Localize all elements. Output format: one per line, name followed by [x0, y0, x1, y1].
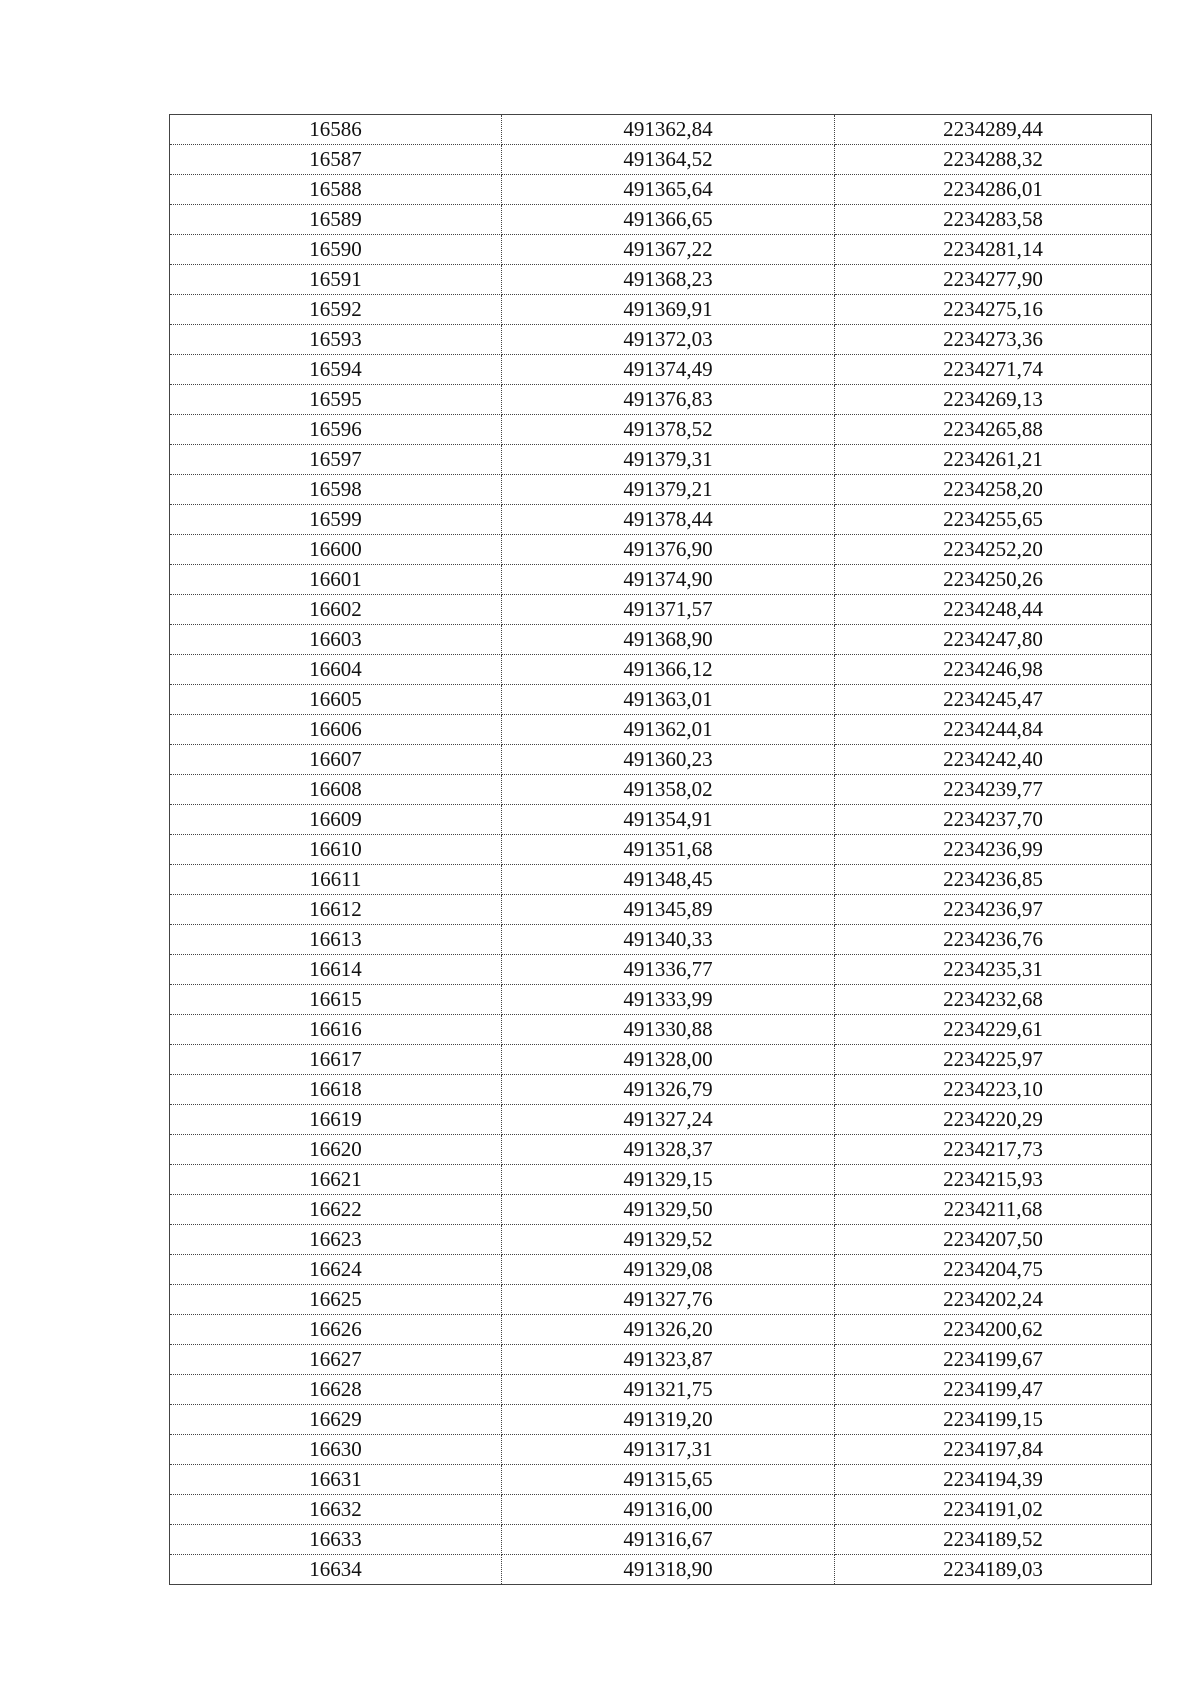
x-coordinate-cell: 491329,08: [502, 1255, 835, 1285]
y-coordinate-cell: 2234273,36: [835, 325, 1152, 355]
table-row: [170, 955, 1152, 985]
x-coordinate-cell: 491367,22: [502, 235, 835, 265]
x-coordinate-cell: 491330,88: [502, 1015, 835, 1045]
point-number-cell: 16588: [170, 175, 502, 205]
table-row: [170, 235, 1152, 265]
y-coordinate-cell: 2234223,10: [835, 1075, 1152, 1105]
x-coordinate-cell: 491329,50: [502, 1195, 835, 1225]
table-row: [170, 1045, 1152, 1075]
x-coordinate-cell: 491374,49: [502, 355, 835, 385]
y-coordinate-cell: 2234265,88: [835, 415, 1152, 445]
point-number-cell: 16617: [170, 1045, 502, 1075]
x-coordinate-cell: 491328,37: [502, 1135, 835, 1165]
table-row: [170, 985, 1152, 1015]
table-row: [170, 265, 1152, 295]
x-coordinate-cell: 491340,33: [502, 925, 835, 955]
point-number-cell: 16606: [170, 715, 502, 745]
y-coordinate-cell: 2234245,47: [835, 685, 1152, 715]
table-row: [170, 1465, 1152, 1495]
x-coordinate-cell: 491316,00: [502, 1495, 835, 1525]
x-coordinate-cell: 491316,67: [502, 1525, 835, 1555]
table-row: [170, 1405, 1152, 1435]
y-coordinate-cell: 2234207,50: [835, 1225, 1152, 1255]
point-number-cell: 16591: [170, 265, 502, 295]
table-row: [170, 1105, 1152, 1135]
y-coordinate-cell: 2234232,68: [835, 985, 1152, 1015]
table-row: [170, 1255, 1152, 1285]
y-coordinate-cell: 2234258,20: [835, 475, 1152, 505]
x-coordinate-cell: 491328,00: [502, 1045, 835, 1075]
x-coordinate-cell: 491374,90: [502, 565, 835, 595]
table-row: [170, 715, 1152, 745]
table-row: [170, 865, 1152, 895]
x-coordinate-cell: 491345,89: [502, 895, 835, 925]
x-coordinate-cell: 491323,87: [502, 1345, 835, 1375]
x-coordinate-cell: 491371,57: [502, 595, 835, 625]
point-number-cell: 16608: [170, 775, 502, 805]
x-coordinate-cell: 491365,64: [502, 175, 835, 205]
table-row: [170, 595, 1152, 625]
table-row: [170, 385, 1152, 415]
x-coordinate-cell: 491333,99: [502, 985, 835, 1015]
x-coordinate-cell: 491369,91: [502, 295, 835, 325]
table-row: [170, 1135, 1152, 1165]
point-number-cell: 16599: [170, 505, 502, 535]
x-coordinate-cell: 491363,01: [502, 685, 835, 715]
x-coordinate-cell: 491360,23: [502, 745, 835, 775]
point-number-cell: 16610: [170, 835, 502, 865]
y-coordinate-cell: 2234244,84: [835, 715, 1152, 745]
point-number-cell: 16619: [170, 1105, 502, 1135]
point-number-cell: 16634: [170, 1555, 502, 1585]
point-number-cell: 16620: [170, 1135, 502, 1165]
y-coordinate-cell: 2234220,29: [835, 1105, 1152, 1135]
table-row: [170, 1165, 1152, 1195]
point-number-cell: 16618: [170, 1075, 502, 1105]
table-row: [170, 1225, 1152, 1255]
point-number-cell: 16596: [170, 415, 502, 445]
point-number-cell: 16586: [170, 115, 502, 145]
x-coordinate-cell: 491327,76: [502, 1285, 835, 1315]
table-row: [170, 655, 1152, 685]
x-coordinate-cell: 491326,20: [502, 1315, 835, 1345]
table-row: [170, 175, 1152, 205]
x-coordinate-cell: 491329,15: [502, 1165, 835, 1195]
y-coordinate-cell: 2234235,31: [835, 955, 1152, 985]
point-number-cell: 16605: [170, 685, 502, 715]
x-coordinate-cell: 491378,52: [502, 415, 835, 445]
y-coordinate-cell: 2234217,73: [835, 1135, 1152, 1165]
point-number-cell: 16595: [170, 385, 502, 415]
y-coordinate-cell: 2234242,40: [835, 745, 1152, 775]
y-coordinate-cell: 2234191,02: [835, 1495, 1152, 1525]
table-row: [170, 1075, 1152, 1105]
point-number-cell: 16587: [170, 145, 502, 175]
point-number-cell: 16609: [170, 805, 502, 835]
x-coordinate-cell: 491315,65: [502, 1465, 835, 1495]
table-row: [170, 835, 1152, 865]
x-coordinate-cell: 491376,83: [502, 385, 835, 415]
table-row: [170, 685, 1152, 715]
y-coordinate-cell: 2234246,98: [835, 655, 1152, 685]
table-row: [170, 895, 1152, 925]
table-row: [170, 625, 1152, 655]
point-number-cell: 16624: [170, 1255, 502, 1285]
point-number-cell: 16592: [170, 295, 502, 325]
table-row: [170, 445, 1152, 475]
point-number-cell: 16626: [170, 1315, 502, 1345]
y-coordinate-cell: 2234252,20: [835, 535, 1152, 565]
point-number-cell: 16629: [170, 1405, 502, 1435]
y-coordinate-cell: 2234236,85: [835, 865, 1152, 895]
y-coordinate-cell: 2234199,67: [835, 1345, 1152, 1375]
table-row: [170, 1315, 1152, 1345]
y-coordinate-cell: 2234199,47: [835, 1375, 1152, 1405]
y-coordinate-cell: 2234281,14: [835, 235, 1152, 265]
table-row: [170, 1495, 1152, 1525]
table-row: [170, 775, 1152, 805]
table-row: [170, 325, 1152, 355]
point-number-cell: 16628: [170, 1375, 502, 1405]
y-coordinate-cell: 2234255,65: [835, 505, 1152, 535]
point-number-cell: 16604: [170, 655, 502, 685]
point-number-cell: 16601: [170, 565, 502, 595]
y-coordinate-cell: 2234261,21: [835, 445, 1152, 475]
point-number-cell: 16613: [170, 925, 502, 955]
table-row: [170, 145, 1152, 175]
table-row: [170, 415, 1152, 445]
table-row: [170, 1345, 1152, 1375]
y-coordinate-cell: 2234211,68: [835, 1195, 1152, 1225]
point-number-cell: 16630: [170, 1435, 502, 1465]
x-coordinate-cell: 491317,31: [502, 1435, 835, 1465]
table-row: [170, 1435, 1152, 1465]
table-row: [170, 475, 1152, 505]
point-number-cell: 16594: [170, 355, 502, 385]
point-number-cell: 16631: [170, 1465, 502, 1495]
table-row: [170, 295, 1152, 325]
y-coordinate-cell: 2234248,44: [835, 595, 1152, 625]
x-coordinate-cell: 491378,44: [502, 505, 835, 535]
y-coordinate-cell: 2234194,39: [835, 1465, 1152, 1495]
y-coordinate-cell: 2234189,03: [835, 1555, 1152, 1585]
y-coordinate-cell: 2234250,26: [835, 565, 1152, 595]
point-number-cell: 16621: [170, 1165, 502, 1195]
point-number-cell: 16616: [170, 1015, 502, 1045]
point-number-cell: 16615: [170, 985, 502, 1015]
y-coordinate-cell: 2234199,15: [835, 1405, 1152, 1435]
x-coordinate-cell: 491366,65: [502, 205, 835, 235]
x-coordinate-cell: 491358,02: [502, 775, 835, 805]
point-number-cell: 16633: [170, 1525, 502, 1555]
table-row: [170, 1285, 1152, 1315]
point-number-cell: 16627: [170, 1345, 502, 1375]
x-coordinate-cell: 491366,12: [502, 655, 835, 685]
table-row: [170, 1015, 1152, 1045]
y-coordinate-cell: 2234215,93: [835, 1165, 1152, 1195]
y-coordinate-cell: 2234236,76: [835, 925, 1152, 955]
x-coordinate-cell: 491321,75: [502, 1375, 835, 1405]
coordinates-table-body: [170, 115, 1152, 1585]
table-row: [170, 745, 1152, 775]
table-row: [170, 1375, 1152, 1405]
x-coordinate-cell: 491379,21: [502, 475, 835, 505]
point-number-cell: 16593: [170, 325, 502, 355]
point-number-cell: 16597: [170, 445, 502, 475]
y-coordinate-cell: 2234237,70: [835, 805, 1152, 835]
point-number-cell: 16607: [170, 745, 502, 775]
table-row: [170, 805, 1152, 835]
x-coordinate-cell: 491354,91: [502, 805, 835, 835]
x-coordinate-cell: 491364,52: [502, 145, 835, 175]
y-coordinate-cell: 2234236,99: [835, 835, 1152, 865]
y-coordinate-cell: 2234289,44: [835, 115, 1152, 145]
x-coordinate-cell: 491329,52: [502, 1225, 835, 1255]
x-coordinate-cell: 491336,77: [502, 955, 835, 985]
y-coordinate-cell: 2234286,01: [835, 175, 1152, 205]
y-coordinate-cell: 2234202,24: [835, 1285, 1152, 1315]
y-coordinate-cell: 2234277,90: [835, 265, 1152, 295]
x-coordinate-cell: 491362,84: [502, 115, 835, 145]
x-coordinate-cell: 491368,90: [502, 625, 835, 655]
table-row: [170, 115, 1152, 145]
y-coordinate-cell: 2234229,61: [835, 1015, 1152, 1045]
x-coordinate-cell: 491376,90: [502, 535, 835, 565]
table-row: [170, 925, 1152, 955]
x-coordinate-cell: 491379,31: [502, 445, 835, 475]
point-number-cell: 16622: [170, 1195, 502, 1225]
point-number-cell: 16602: [170, 595, 502, 625]
y-coordinate-cell: 2234283,58: [835, 205, 1152, 235]
point-number-cell: 16590: [170, 235, 502, 265]
x-coordinate-cell: 491368,23: [502, 265, 835, 295]
coordinates-table: [169, 114, 1152, 1585]
point-number-cell: 16603: [170, 625, 502, 655]
x-coordinate-cell: 491326,79: [502, 1075, 835, 1105]
table-row: [170, 505, 1152, 535]
point-number-cell: 16632: [170, 1495, 502, 1525]
y-coordinate-cell: 2234247,80: [835, 625, 1152, 655]
y-coordinate-cell: 2234197,84: [835, 1435, 1152, 1465]
table-row: [170, 1525, 1152, 1555]
y-coordinate-cell: 2234200,62: [835, 1315, 1152, 1345]
y-coordinate-cell: 2234189,52: [835, 1525, 1152, 1555]
y-coordinate-cell: 2234271,74: [835, 355, 1152, 385]
table-row: [170, 1555, 1152, 1585]
point-number-cell: 16623: [170, 1225, 502, 1255]
point-number-cell: 16614: [170, 955, 502, 985]
x-coordinate-cell: 491327,24: [502, 1105, 835, 1135]
y-coordinate-cell: 2234239,77: [835, 775, 1152, 805]
y-coordinate-cell: 2234269,13: [835, 385, 1152, 415]
x-coordinate-cell: 491319,20: [502, 1405, 835, 1435]
table-row: [170, 535, 1152, 565]
y-coordinate-cell: 2234288,32: [835, 145, 1152, 175]
y-coordinate-cell: 2234225,97: [835, 1045, 1152, 1075]
table-row: [170, 355, 1152, 385]
y-coordinate-cell: 2234236,97: [835, 895, 1152, 925]
x-coordinate-cell: 491348,45: [502, 865, 835, 895]
y-coordinate-cell: 2234275,16: [835, 295, 1152, 325]
point-number-cell: 16598: [170, 475, 502, 505]
x-coordinate-cell: 491372,03: [502, 325, 835, 355]
table-row: [170, 1195, 1152, 1225]
table-row: [170, 565, 1152, 595]
point-number-cell: 16589: [170, 205, 502, 235]
x-coordinate-cell: 491351,68: [502, 835, 835, 865]
point-number-cell: 16625: [170, 1285, 502, 1315]
x-coordinate-cell: 491362,01: [502, 715, 835, 745]
point-number-cell: 16611: [170, 865, 502, 895]
point-number-cell: 16600: [170, 535, 502, 565]
y-coordinate-cell: 2234204,75: [835, 1255, 1152, 1285]
point-number-cell: 16612: [170, 895, 502, 925]
x-coordinate-cell: 491318,90: [502, 1555, 835, 1585]
table-row: [170, 205, 1152, 235]
